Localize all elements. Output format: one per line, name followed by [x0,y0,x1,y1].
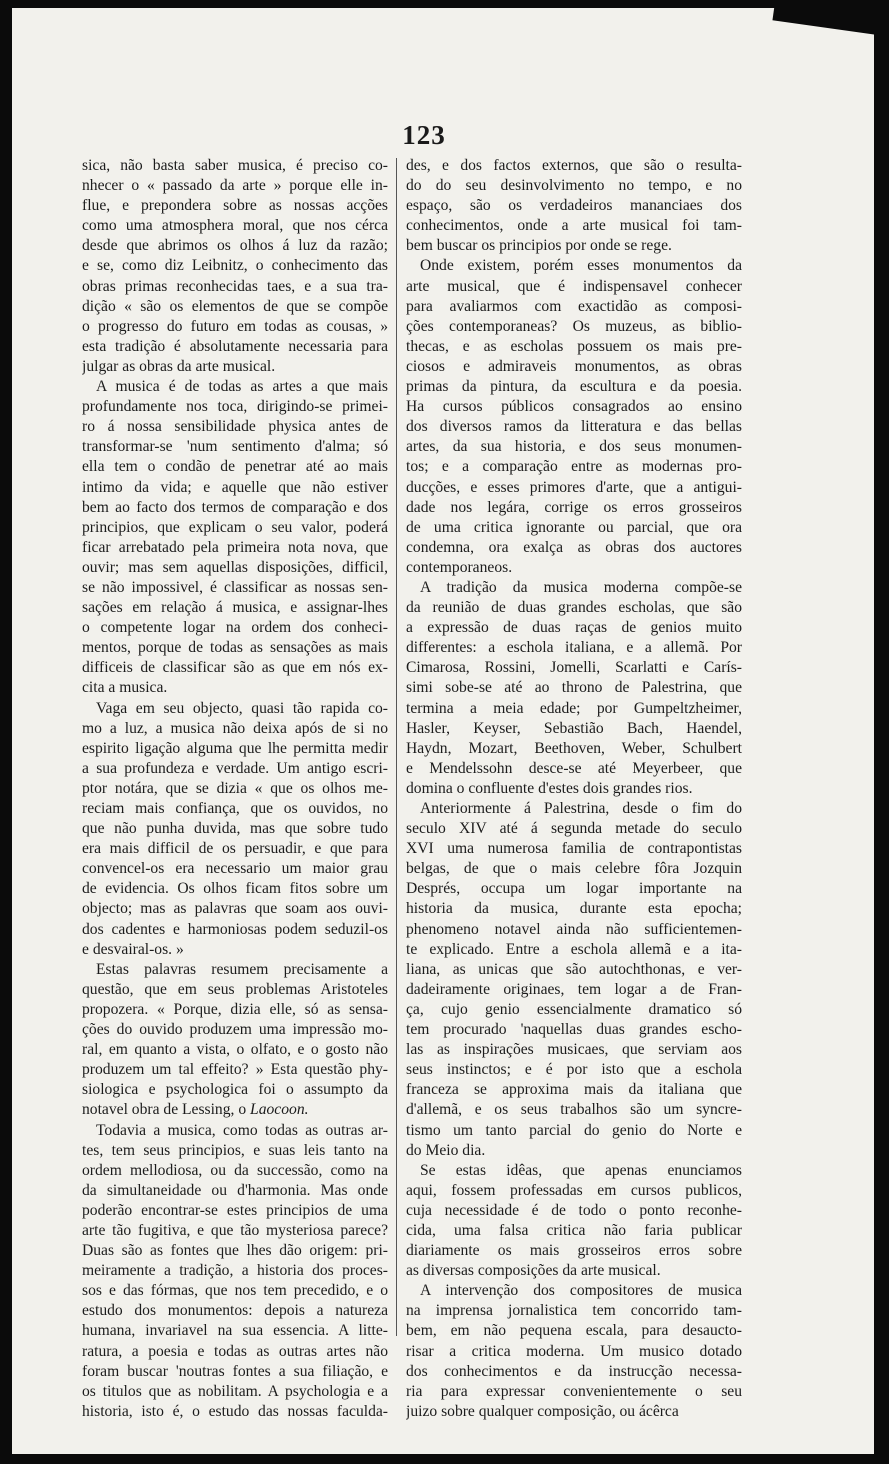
text-line: ções contemporaneas? Os muzeus, as biblio- [406,317,742,335]
text-line: era mais difficil de os persuadir, e que para [82,840,388,858]
text-line: dos conhecimentos e da instrucção necessa- [406,1362,742,1380]
text-line: Duas são as fontes que lhes dão origem: pri- [82,1242,388,1260]
text-line: e se, como diz Leibnitz, o conhecimento das [82,257,388,275]
right-text-column [406,156,742,1422]
text-line: ratura, a poesia e todas as outras artes não [82,1342,388,1360]
text-line: ella tem o condão de penetrar até ao mais [82,458,388,476]
text-line: o progresso do futuro em todas as cousas, » [82,317,388,335]
text-line: las as inspirações musicaes, que serviam aos [406,1041,742,1059]
text-line: sica, não basta saber musica, é preciso co- [82,157,388,174]
text-line: de evidencia. Os olhos ficam fitos sobre um [82,880,388,898]
text-line: de uma critica ignorante ou parcial, que ora [406,518,742,536]
text-line: risar a critica moderna. Um musico dotado [406,1342,742,1360]
text-line: siologica e psychologica foi o assumpto da [82,1081,388,1099]
left-text-column [82,156,388,1422]
text-line: foram buscar 'noutras fontes a sua filiação, e [82,1362,388,1380]
text-line: Després, occupa um logar importante na [406,880,742,898]
text-line: ral, em quanto a vista, o olfato, e o gosto não [82,1041,388,1059]
text-line: diariamente os mais grosseiros erros sobre [406,1242,742,1260]
text-line: ça, cujo genio essencialmente dramatico só [406,1000,742,1018]
text-line: o competente logar na ordem dos conheci- [82,619,388,637]
text-line: ptor notára, que se dizia « que os olhos me- [82,779,388,797]
text-line: para avaliarmos com exactidão as composi- [406,297,742,315]
text-line: Ha cursos públicos consagrados ao ensino [406,398,742,416]
text-line: phenomeno notavel ainda não sufficientemen- [406,920,742,938]
text-line: mentos, porque de todas as sensações as mais [82,639,388,657]
text-line: liana, as unicas que são autochthonas, e ver- [406,960,742,978]
text-line: ções do ouvido produzem uma impressão mo- [82,1021,388,1039]
text-line: na imprensa jornalistica tem concorrido tam- [406,1302,742,1320]
text-line: historia da musica, durante esta epocha; [406,900,742,918]
text-line: Estas palavras resumem precisamente a [96,960,388,978]
text-line: e desvairal-os. » [82,940,184,958]
text-line: da reunião de duas grandes escholas, que são [406,599,742,617]
text-line: difficeis de classificar são as que em nós ex- [82,659,388,677]
text-line: objecto; mas as palavras que soam aos ouvi- [82,900,388,918]
text-line: se não impossivel, é classificar as nossas sen- [82,578,388,596]
text-line: intimo da vida; e aquelle que não estiver [82,478,388,496]
text-line: nhecer o « passado da arte » porque elle in- [82,177,388,195]
text-line: sos e das fórmas, que nos tem precedido, e o [82,1282,388,1300]
text-line: XVI uma numerosa familia de contrapontistas [406,840,742,858]
text-line: dos diversos ramos da litteratura e das bellas [406,418,742,436]
text-line: ducções, e esses primores d'arte, que a antigui- [406,478,742,496]
text-line: mo a luz, a musica não deixa após de si no [82,719,388,737]
text-line: seus instinctos; e é por isto que a eschola [406,1061,742,1079]
text-line: thecas, e as escholas possuem os mais pre- [406,337,742,355]
text-line: Vaga em seu objecto, quasi tão rapida co- [96,699,388,717]
text-line: domina o confluente d'estes dois grandes rios. [406,779,693,797]
text-line: condemna, ora exalça as obras dos auctores [406,538,742,556]
text-line: cida, uma falsa critica não faria publicar [406,1221,742,1239]
text-line: historia, isto é, o estudo das nossas faculda- [82,1402,388,1420]
text-line: principios, que explicam o seu valor, poderá [82,518,388,536]
text-line: ria para expressar convenientemente o seu [406,1382,742,1400]
text-line: os titulos que as nobilitam. A psychologia e a [82,1382,388,1400]
text-line: tes, tem seus principios, e suas leis tanto na [82,1141,388,1159]
text-line: a expressão de duas raças de genios muito [406,619,742,637]
text-line: dade nos legára, corrige os erros grosseiros [406,498,742,516]
text-line: artes, da sua historia, e dos seus monumen- [406,438,742,456]
text-line: ro á nossa sensibilidade physica antes de [82,418,388,436]
text-line: tos; e a comparação entre as modernas pro- [406,458,742,476]
text-line: seculo XIV até á segunda metade do seculo [406,820,742,838]
text-line: Cimarosa, Rossini, Jomelli, Scarlatti e Carís- [406,659,742,677]
text-line: Todavia a musica, como todas as outras ar- [96,1121,388,1139]
text-line: ciosos e admiraveis monumentos, as obras [406,357,742,375]
text-line: dos cadentes e harmoniosas podem seduzil-os [82,920,388,938]
text-line: conhecimentos, onde a arte musical foi tam- [406,217,742,235]
text-line: ficar arrebatado pela primeira nota nova, que [82,538,388,556]
text-line: as diversas composições da arte musical. [406,1262,661,1280]
text-line: reciam mais confiança, que os ouvidos, no [82,800,388,817]
text-line: cuja necessidade é de todo o ponto reconhe- [406,1201,742,1219]
text-line: e Mendelssohn desce-se até Meyerbeer, que [406,759,742,777]
text-line: notavel obra de Lessing, o Laocoon. [82,1101,309,1119]
column-divider [396,158,397,1336]
text-line: A musica é de todas as artes a que mais [96,378,388,396]
text-line: ordem mellodiosa, ou da successão, como na [82,1161,388,1179]
text-line: espaço, são os verdadeiros mananciaes dos [406,197,742,215]
text-line: meiramente a tradição, a historia dos proces- [82,1262,388,1280]
text-line: tem procurado 'naquellas duas grandes escho- [406,1021,742,1039]
text-line: do Meio dia. [406,1141,486,1159]
text-line: des, e dos factos externos, que são o resulta- [406,157,742,174]
text-line: como uma atmosphera moral, que nos cérca [82,217,388,235]
text-line: ouvir; mas sem aquellas disposições, difficil, [82,558,388,576]
text-line: tismo um tanto parcial do genio do Norte e [406,1121,742,1139]
text-line: aqui, fossem professadas em cursos publicos, [406,1181,742,1199]
text-line: dição « são os elementos de que se compõe [82,297,388,315]
text-line: franceza se approxima mais da italiana que [406,1081,742,1099]
text-line: a sua profundeza e verdade. Um antigo escri- [82,759,388,777]
text-line: termina a meia edade; por Gumpeltzheimer, [406,699,742,717]
text-line: simi sobe-se até ao throno de Palestrina, que [406,679,742,697]
text-line: estudo dos monumentos: depois a natureza [82,1302,388,1320]
text-line: A tradição da musica moderna compõe-se [420,578,742,596]
text-line: do do seu desinvolvimento no tempo, e no [406,177,742,195]
book-page [12,8,874,1454]
text-line: desde que abrimos os olhos á luz da razão; [82,237,388,255]
text-line: transformar-se 'num sentimento d'alma; só [82,438,388,456]
text-line: Haydn, Mozart, Beethoven, Weber, Schulbert [406,739,742,757]
text-line: arte musical, que é indispensavel conhecer [406,277,742,295]
text-line: Anteriormente á Palestrina, desde o fim do [420,800,742,817]
page-corner-shadow [772,8,874,36]
text-line: da simultaneidade ou d'harmonia. Mas onde [82,1181,388,1199]
text-line: convencel-os era necessario um maior grau [82,860,388,878]
text-line: profundamente nos toca, dirigindo-se primei- [82,398,388,416]
text-line: Hasler, Keyser, Sebastião Bach, Haendel, [406,719,742,737]
text-line: differentes: a eschola italiana, e a allemã. Por [406,639,742,657]
text-line: flue, e prepondera sobre as nossas acções [82,197,388,215]
text-line: d'allemã, e os seus trabalhos são um syncre- [406,1101,742,1119]
text-line: juizo sobre qualquer composição, ou ácêrca [406,1402,679,1420]
text-line: Onde existem, porém esses monumentos da [420,257,742,275]
text-line: que não punha duvida, mas que sobre tudo [82,820,388,838]
text-line: humana, invariavel na sua essencia. A litte- [82,1322,388,1340]
text-line: te explicado. Entre a eschola allemã e a ita- [406,940,742,958]
text-line: espirito ligação alguma que lhe permitta medir [82,739,388,757]
text-line: contemporaneos. [406,558,513,576]
text-line: esta tradição é absolutamente necessaria para [82,337,388,355]
text-line: produzem um tal effeito? » Esta questão phy- [82,1061,388,1079]
text-line: A intervenção dos compositores de musica [420,1282,742,1300]
text-line: cita a musica. [82,679,168,697]
text-line: propozera. « Porque, dizia elle, só as sensa- [82,1000,388,1018]
text-line: julgar as obras da arte musical. [82,357,276,375]
text-line: bem, em não pequena escala, para desaucto- [406,1322,742,1340]
text-line: obras primas reconhecidas taes, e a sua tra- [82,277,388,295]
text-line: dadeiramente originaes, tem logar a de Fran- [406,980,742,998]
text-line: bem ao facto dos termos de comparação e dos [82,498,388,516]
text-line: poderão encontrar-se estes principios de uma [82,1201,388,1219]
text-line: arte tão fugitiva, e que tão mysteriosa parece? [82,1221,388,1239]
text-line: primas da pintura, da escultura e da poesia. [406,378,742,396]
text-line: questão, que em seus problemas Aristoteles [82,980,388,998]
text-line: bem buscar os principios por onde se rege. [406,237,672,255]
text-line: belgas, de que o mais celebre fôra Jozquin [406,860,742,878]
page-number: 123 [402,120,446,150]
text-line: sações em relação á musica, e assignar-lhes [82,599,388,617]
text-line: Se estas idêas, que apenas enunciamos [420,1161,742,1179]
